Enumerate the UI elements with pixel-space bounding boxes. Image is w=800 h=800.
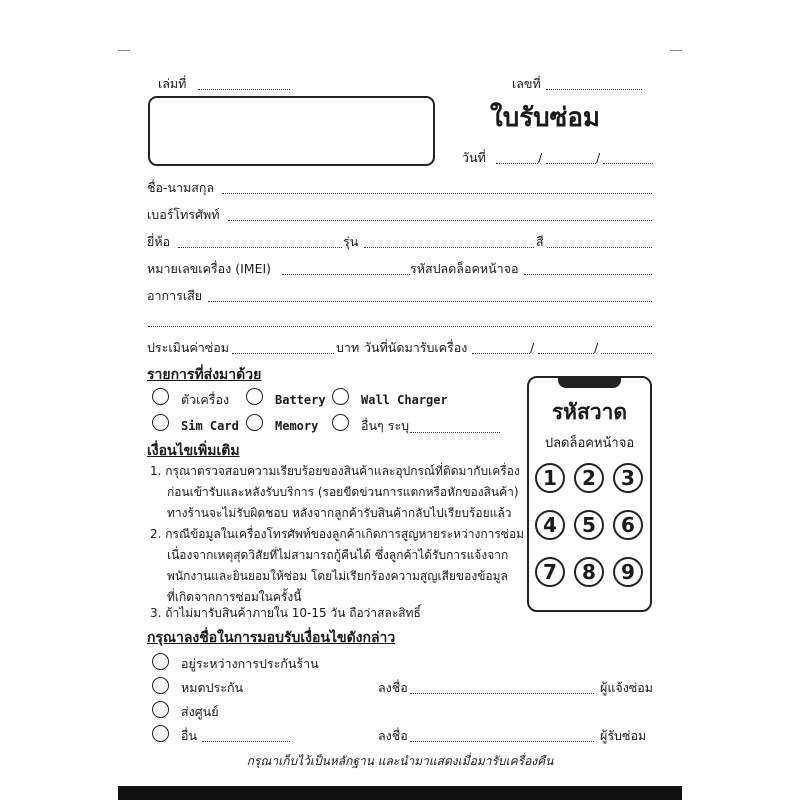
phone-notch (558, 377, 621, 388)
checkbox-shop-warranty[interactable] (152, 653, 169, 670)
model-field[interactable] (364, 247, 534, 248)
checkbox-sim-card[interactable] (152, 414, 169, 431)
brand-label: ยี่ห้อ (147, 234, 171, 249)
pattern-key-7[interactable]: 7 (535, 557, 565, 587)
crop-mark-right (670, 50, 682, 51)
signature-heading: กรุณาลงชื่อในการมอบรับเงื่อนไขดังกล่าว (147, 630, 396, 646)
phone-label: เบอร์โทรศัพท์ (147, 207, 220, 222)
symptom-label: อาการเสีย (147, 288, 203, 303)
sign-label: ลงชื่อ (378, 680, 408, 695)
receiver-signature-field[interactable] (410, 741, 594, 742)
checkbox-battery[interactable] (246, 388, 263, 405)
brand-field[interactable] (178, 247, 342, 248)
pattern-key-2[interactable]: 2 (574, 463, 604, 493)
pattern-key-1[interactable]: 1 (535, 463, 565, 493)
color-field[interactable] (547, 247, 652, 248)
sign-label: ลงชื่อ (378, 728, 408, 743)
checkbox-wall-charger[interactable] (332, 388, 349, 405)
checkbox-service-center[interactable] (152, 701, 169, 718)
option-other-signature-label: อื่น (181, 728, 198, 743)
name-field[interactable] (222, 193, 652, 194)
date-separator: / (530, 340, 535, 355)
condition-line: เนื่องจากเหตุสุดวิสัยที่ไม่สามารถกู้คืนได้ ซึ่งลูกค้าได้รับการแจ้งจาก (167, 548, 509, 562)
condition-line: 3. ถ้าไม่มารับสินค้าภายใน 10-15 วัน ถือว่าสละสิทธิ์ (150, 606, 421, 620)
conditions-heading: เงื่อนไขเพิ่มเติม (147, 443, 240, 459)
notifier-signature-field[interactable] (410, 693, 594, 694)
date-separator: / (596, 150, 601, 165)
crop-mark-left (118, 50, 130, 51)
notifier-label: ผู้แจ้งซ่อม (600, 680, 654, 695)
option-device-label: ตัวเครื่อง (181, 392, 230, 407)
shop-stamp-box[interactable] (148, 96, 435, 166)
option-service-center-label: ส่งศูนย์ (181, 704, 219, 719)
bottom-bar (118, 786, 682, 800)
checkbox-other-signature[interactable] (152, 725, 169, 742)
checkbox-memory[interactable] (246, 414, 263, 431)
date-separator: / (594, 340, 599, 355)
date-separator: / (538, 150, 543, 165)
name-label: ชื่อ-นามสกุล (147, 180, 215, 195)
color-label: สี (536, 234, 544, 249)
items-heading: รายการที่ส่งมาด้วย (147, 367, 262, 383)
pattern-key-5[interactable]: 5 (574, 510, 604, 540)
pattern-key-4[interactable]: 4 (535, 510, 565, 540)
book-no-label: เล่มที่ (158, 76, 187, 91)
option-other-label: อื่นๆ ระบุ (361, 418, 410, 433)
option-out-of-warranty-label: หมดประกัน (181, 680, 244, 695)
page-title: ใบรับซ่อม (490, 103, 601, 133)
condition-line: ทางร้านจะไม่รับผิดชอบ หลังจากลูกค้ารับสินค้ากลับไปเรียบร้อยแล้ว (167, 506, 512, 520)
estimate-label: ประเมินค่าซ่อม (147, 340, 230, 355)
unlock-code-field[interactable] (524, 274, 652, 275)
date-year-field[interactable] (603, 163, 653, 164)
option-battery-label: Battery (275, 393, 326, 407)
pattern-key-8[interactable]: 8 (574, 557, 604, 587)
option-shop-warranty-label: อยู่ระหว่างการประกันร้าน (181, 656, 319, 671)
symptom-field[interactable] (208, 301, 652, 302)
model-label: รุ่น (343, 234, 359, 249)
phone-field[interactable] (228, 220, 652, 221)
condition-line: 2. กรณีข้อมูลในเครื่องโทรศัพท์ของลูกค้าเกิดการสูญหายระหว่างการซ่อม (150, 527, 525, 541)
receiver-label: ผู้รับซ่อม (600, 728, 647, 743)
imei-field[interactable] (282, 274, 410, 275)
pattern-subtitle: ปลดล็อคหน้าจอ (544, 436, 635, 451)
pattern-title: รหัสวาด (551, 400, 628, 424)
pickup-year-field[interactable] (601, 353, 652, 354)
date-day-field[interactable] (496, 163, 538, 164)
pattern-key-9[interactable]: 9 (613, 557, 643, 587)
pattern-key-6[interactable]: 6 (613, 510, 643, 540)
pattern-key-3[interactable]: 3 (613, 463, 643, 493)
date-label: วันที่ (462, 150, 486, 165)
pickup-day-field[interactable] (472, 353, 530, 354)
book-no-field[interactable] (198, 89, 290, 90)
condition-line: ก่อนเข้ารับและหลังรับบริการ (รอยขีดข่วนการแตกหรือหักของสินค้า) (167, 485, 519, 499)
date-month-field[interactable] (546, 163, 596, 164)
imei-label: หมายเลขเครื่อง (IMEI) (147, 261, 272, 276)
doc-no-field[interactable] (546, 89, 642, 90)
unlock-code-label: รหัสปลดล็อคหน้าจอ (410, 261, 519, 276)
pickup-month-field[interactable] (538, 353, 594, 354)
doc-no-label: เลขที่ (512, 76, 541, 91)
condition-line: 1. กรุณาตรวจสอบความเรียบร้อยของสินค้าและอุปกรณ์ที่ติดมากับเครื่อง (150, 464, 520, 478)
condition-line: ที่เกิดจากการซ่อมในครั้งนี้ (167, 590, 302, 604)
currency-label: บาท (336, 340, 360, 355)
other-signature-field[interactable] (202, 741, 290, 742)
checkbox-out-of-warranty[interactable] (152, 677, 169, 694)
footer-note: กรุณาเก็บไว้เป็นหลักฐาน และนำมาแสดงเมื่อมารับเครื่องคืน (246, 754, 554, 768)
option-wall-charger-label: Wall Charger (361, 393, 448, 407)
estimate-field[interactable] (232, 353, 334, 354)
checkbox-device[interactable] (152, 388, 169, 405)
option-sim-card-label: Sim Card (181, 419, 239, 433)
pickup-date-label: วันที่นัดมารับเครื่อง (364, 340, 468, 355)
other-items-field[interactable] (410, 432, 500, 433)
option-memory-label: Memory (275, 419, 319, 433)
checkbox-other[interactable] (332, 414, 349, 431)
symptom-field-line2[interactable] (148, 326, 652, 327)
condition-line: พนักงานและยินยอมให้ซ่อม โดยไม่เรียกร้องความสูญเสียของข้อมูล (167, 569, 508, 583)
